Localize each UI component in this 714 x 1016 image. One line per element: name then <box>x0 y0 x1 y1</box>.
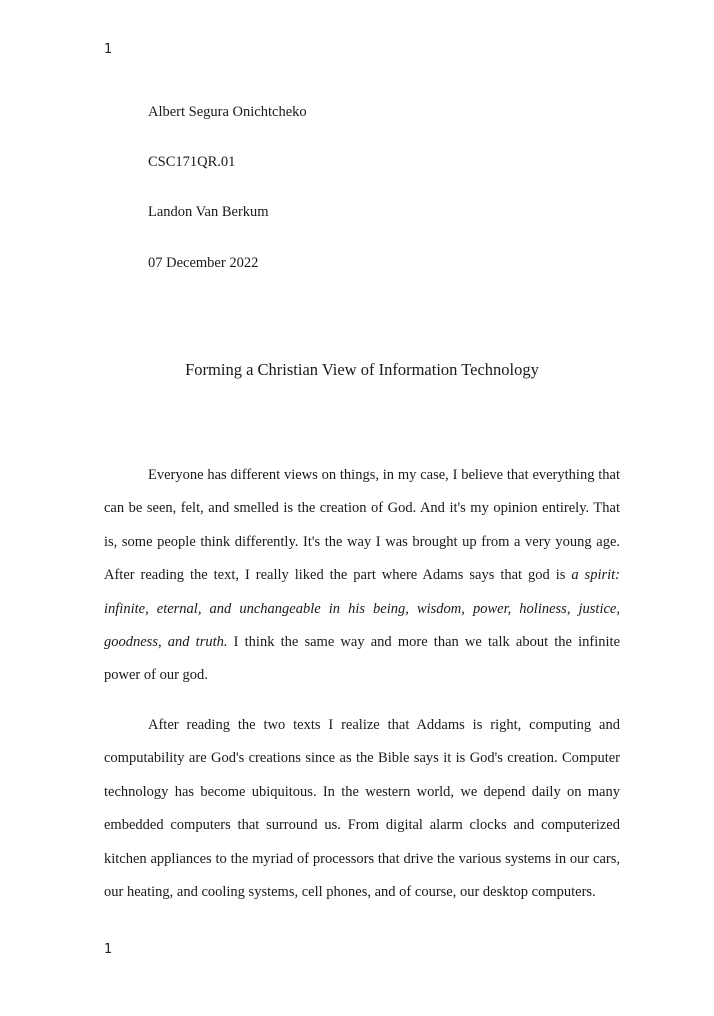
paragraph-1-quote: a spirit: infinite, eternal, and unchangeable in his being, wisdom, power, holiness, justice, goodness, and truth. <box>104 567 620 651</box>
page-number-top: 1 <box>104 42 113 57</box>
page-number-bottom: 1 <box>104 942 113 957</box>
course-code: CSC171QR.01 <box>148 154 236 170</box>
paragraph-1-text-end: I think the same way and more than we talk about the infinite power of our god. <box>104 634 621 684</box>
document-date: 07 December 2022 <box>148 255 259 271</box>
paragraph-1-text-start: Everyone has different views on things, in my case, I believe that everything that can be seen, felt, and smelled is the creation of God. And it's my opinion entirely. That is, some people think differently. It's the way I was brought up from a very young age. After reading the text, I really liked the part where Adams says that god is <box>104 467 620 584</box>
document-title: Forming a Christian View of Information Technology <box>185 360 539 379</box>
paragraph-2 <box>104 709 620 909</box>
paragraph-1 <box>104 459 620 693</box>
paragraph-2-text: After reading the two texts I realize that Addams is right, computing and computability are God's creations since as the Bible says it is God's creation. Computer technology has become ubiquitous. In the western world, we depend daily on many embedded computers that surround us. From digital alarm clocks and computerized kitchen appliances to the myriad of processors that drive the various systems in our cars, our heating, and cooling systems, cell phones, and of course, our desktop computers. <box>104 717 620 901</box>
instructor-name: Landon Van Berkum <box>148 204 269 220</box>
author-name: Albert Segura Onichtcheko <box>148 104 307 120</box>
